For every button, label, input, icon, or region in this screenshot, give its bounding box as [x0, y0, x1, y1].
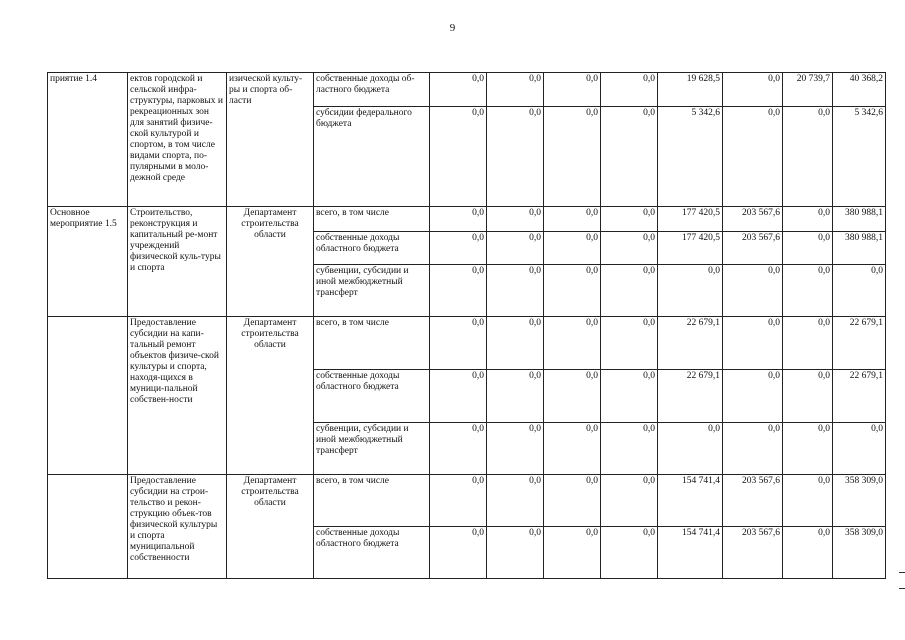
- amount-cell: 0,0: [487, 232, 544, 265]
- amount-cell: 0,0: [783, 527, 833, 579]
- amount-cell: 0,0: [723, 107, 783, 207]
- amount-cell: 0,0: [601, 527, 658, 579]
- amount-cell: 0,0: [487, 317, 544, 370]
- measure-cell: [48, 317, 128, 475]
- amount-cell: 0,0: [544, 370, 601, 423]
- amount-cell: 0,0: [487, 423, 544, 475]
- amount-cell: 0,0: [601, 107, 658, 207]
- amount-cell: 0,0: [544, 475, 601, 527]
- budget-table: [47, 72, 886, 579]
- table-row: [48, 73, 886, 107]
- executor-cell: Департамент строительства области: [227, 207, 314, 317]
- amount-cell: 358 309,0: [833, 527, 886, 579]
- amount-cell: 0,0: [833, 265, 886, 317]
- amount-cell: 358 309,0: [833, 475, 886, 527]
- amount-cell: 0,0: [430, 232, 487, 265]
- amount-cell: 22 679,1: [658, 370, 723, 423]
- amount-cell: 177 420,5: [658, 207, 723, 232]
- page-number: 9: [449, 22, 456, 34]
- amount-cell: 203 567,6: [723, 232, 783, 265]
- amount-cell: 0,0: [833, 423, 886, 475]
- amount-cell: 0,0: [487, 370, 544, 423]
- measure-cell: приятие 1.4: [48, 73, 128, 207]
- amount-cell: 0,0: [430, 423, 487, 475]
- amount-cell: 0,0: [544, 265, 601, 317]
- amount-cell: 0,0: [658, 265, 723, 317]
- measure-cell: Основное мероприятие 1.5: [48, 207, 128, 317]
- amount-cell: 0,0: [544, 107, 601, 207]
- amount-cell: 0,0: [430, 73, 487, 107]
- amount-cell: 154 741,4: [658, 527, 723, 579]
- amount-cell: 0,0: [487, 265, 544, 317]
- amount-cell: 380 988,1: [833, 232, 886, 265]
- amount-cell: 0,0: [430, 107, 487, 207]
- amount-cell: 0,0: [544, 527, 601, 579]
- amount-cell: 0,0: [601, 370, 658, 423]
- amount-cell: 0,0: [430, 265, 487, 317]
- amount-cell: 0,0: [783, 317, 833, 370]
- amount-cell: 0,0: [783, 107, 833, 207]
- funding-source-cell: собственные доходы об-ластного бюджета: [314, 73, 430, 107]
- amount-cell: 0,0: [430, 317, 487, 370]
- amount-cell: 0,0: [783, 423, 833, 475]
- amount-cell: 22 679,1: [833, 370, 886, 423]
- amount-cell: 0,0: [487, 73, 544, 107]
- funding-source-cell: субвенции, субсидии и иной межбюджетный трансферт: [314, 265, 430, 317]
- funding-source-cell: собственные доходы областного бюджета: [314, 527, 430, 579]
- name-cell: ектов городской и сельской инфра-структуры, парковых и рекреационных зон для занятий физиче-ской культурой и спортом, в том числе видами спорта, по-пулярными в моло-дежной среде: [128, 73, 227, 207]
- funding-source-cell: всего, в том числе: [314, 317, 430, 370]
- amount-cell: 20 739,7: [783, 73, 833, 107]
- funding-source-cell: собственные доходы областного бюджета: [314, 232, 430, 265]
- executor-cell: Департамент строительства области: [227, 475, 314, 579]
- amount-cell: 0,0: [783, 475, 833, 527]
- amount-cell: 177 420,5: [658, 232, 723, 265]
- amount-cell: 0,0: [723, 317, 783, 370]
- amount-cell: 0,0: [601, 265, 658, 317]
- amount-cell: 40 368,2: [833, 73, 886, 107]
- amount-cell: 5 342,6: [833, 107, 886, 207]
- name-cell: Строительство, реконструкция и капитальный ре-монт учреждений физической куль-туры и спорта: [128, 207, 227, 317]
- amount-cell: 203 567,6: [723, 207, 783, 232]
- funding-source-cell: субвенции, субсидии и иной межбюджетный трансферт: [314, 423, 430, 475]
- amount-cell: 0,0: [783, 207, 833, 232]
- amount-cell: 0,0: [487, 527, 544, 579]
- amount-cell: 0,0: [601, 423, 658, 475]
- amount-cell: 0,0: [544, 207, 601, 232]
- amount-cell: 0,0: [723, 370, 783, 423]
- amount-cell: 0,0: [544, 232, 601, 265]
- amount-cell: 0,0: [544, 317, 601, 370]
- amount-cell: 0,0: [783, 232, 833, 265]
- amount-cell: 0,0: [723, 265, 783, 317]
- amount-cell: 19 628,5: [658, 73, 723, 107]
- edge-mark: [899, 572, 905, 573]
- amount-cell: 0,0: [601, 73, 658, 107]
- amount-cell: 0,0: [601, 207, 658, 232]
- name-cell: Предоставление субсидии на капи-тальный ремонт объектов физиче-ской культуры и спорта, находя-щихся в муници-пальной собствен-ности: [128, 317, 227, 475]
- amount-cell: 203 567,6: [723, 475, 783, 527]
- amount-cell: 0,0: [487, 475, 544, 527]
- amount-cell: 0,0: [487, 207, 544, 232]
- amount-cell: 0,0: [783, 370, 833, 423]
- amount-cell: 0,0: [723, 73, 783, 107]
- amount-cell: 0,0: [430, 527, 487, 579]
- amount-cell: 0,0: [430, 370, 487, 423]
- amount-cell: 0,0: [430, 207, 487, 232]
- amount-cell: 0,0: [430, 475, 487, 527]
- amount-cell: 380 988,1: [833, 207, 886, 232]
- measure-cell: [48, 475, 128, 579]
- amount-cell: 22 679,1: [833, 317, 886, 370]
- amount-cell: 0,0: [658, 423, 723, 475]
- amount-cell: 0,0: [601, 317, 658, 370]
- amount-cell: 0,0: [487, 107, 544, 207]
- amount-cell: 203 567,6: [723, 527, 783, 579]
- amount-cell: 0,0: [601, 475, 658, 527]
- amount-cell: 0,0: [544, 73, 601, 107]
- executor-cell: Департамент строительства области: [227, 317, 314, 475]
- table-row: [48, 317, 886, 370]
- amount-cell: 154 741,4: [658, 475, 723, 527]
- funding-source-cell: собственные доходы областного бюджета: [314, 370, 430, 423]
- funding-source-cell: всего, в том числе: [314, 207, 430, 232]
- amount-cell: 0,0: [601, 232, 658, 265]
- amount-cell: 0,0: [723, 423, 783, 475]
- amount-cell: 22 679,1: [658, 317, 723, 370]
- table-row: [48, 475, 886, 527]
- amount-cell: 0,0: [544, 423, 601, 475]
- funding-source-cell: всего, в том числе: [314, 475, 430, 527]
- executor-cell: изической культу-ры и спорта об-ласти: [227, 73, 314, 207]
- name-cell: Предоставление субсидии на строи-тельство и рекон-струкцию объек-тов физической культуры и спорта муниципальной собственности: [128, 475, 227, 579]
- edge-mark: [899, 588, 905, 589]
- funding-source-cell: субсидии федерального бюджета: [314, 107, 430, 207]
- amount-cell: 5 342,6: [658, 107, 723, 207]
- amount-cell: 0,0: [783, 265, 833, 317]
- table-row: [48, 207, 886, 232]
